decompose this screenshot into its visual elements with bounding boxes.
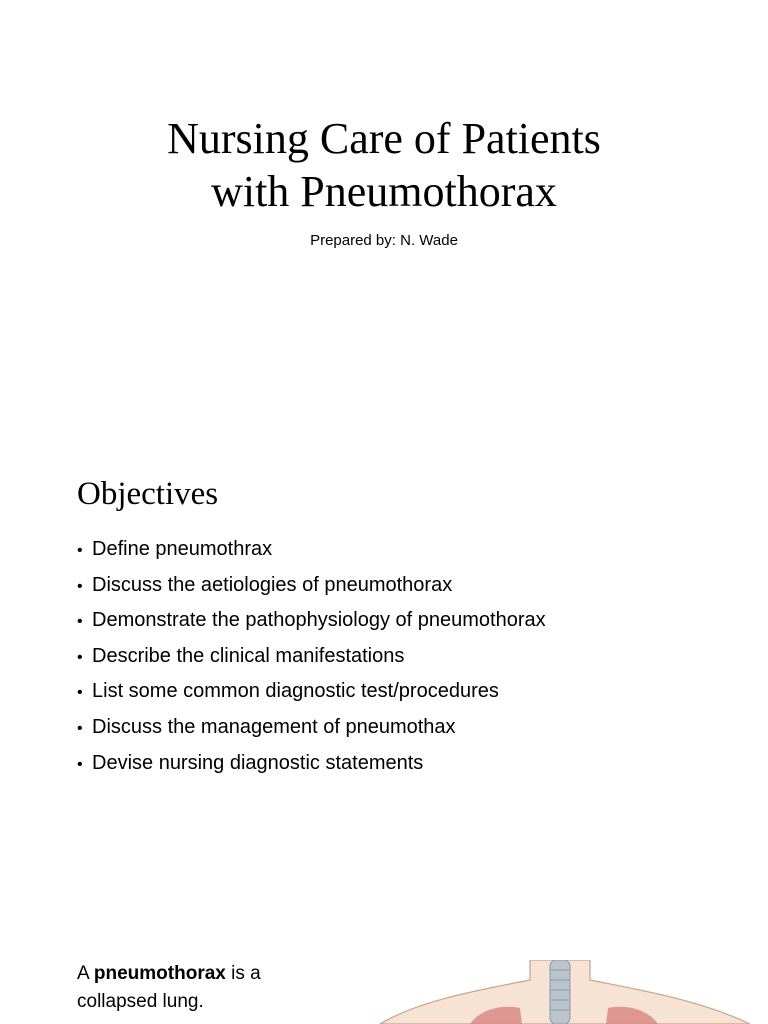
title-slide [0,0,768,432]
title-line-1: Nursing Care of Patients [167,114,601,163]
bullet-icon: • [77,755,83,773]
title-line-2: with Pneumothorax [211,167,557,216]
objective-text: Define pneumothrax [92,538,273,560]
objectives-slide [0,432,768,864]
objective-text: Discuss the aetiologies of pneumothorax [92,573,453,596]
bullet-icon: • [77,577,83,595]
anatomy-illustration-icon [360,960,768,1024]
slide-title [0,112,768,218]
objective-item [77,571,546,607]
objectives-list [77,535,546,784]
objectives-heading: Objectives [77,476,219,512]
objective-item [77,677,546,713]
objective-text: Describe the clinical manifestations [92,644,405,667]
bullet-icon: • [77,684,83,702]
definition-suffix: is a collapsed lung. [77,963,261,1012]
slide-subtitle: Prepared by: N. Wade [310,232,458,249]
bullet-icon: • [77,648,83,666]
objective-item [77,713,546,749]
objective-text: Demonstrate the pathophysiology of pneumothorax [92,609,546,632]
objective-item [77,642,546,678]
objective-item [77,749,546,785]
definition-text [77,960,307,1016]
bullet-icon: • [77,613,83,631]
definition-term: pneumothorax [93,963,226,984]
definition-slide [0,864,768,1024]
objective-text: Devise nursing diagnostic statements [92,751,424,774]
bullet-icon: • [77,719,83,737]
objective-item [77,535,546,571]
objective-text: List some common diagnostic test/procedures [92,680,499,703]
objective-item [77,606,546,642]
bullet-icon: • [77,542,83,559]
objective-text: Discuss the management of pneumothax [92,715,456,738]
definition-prefix: A [77,963,94,984]
